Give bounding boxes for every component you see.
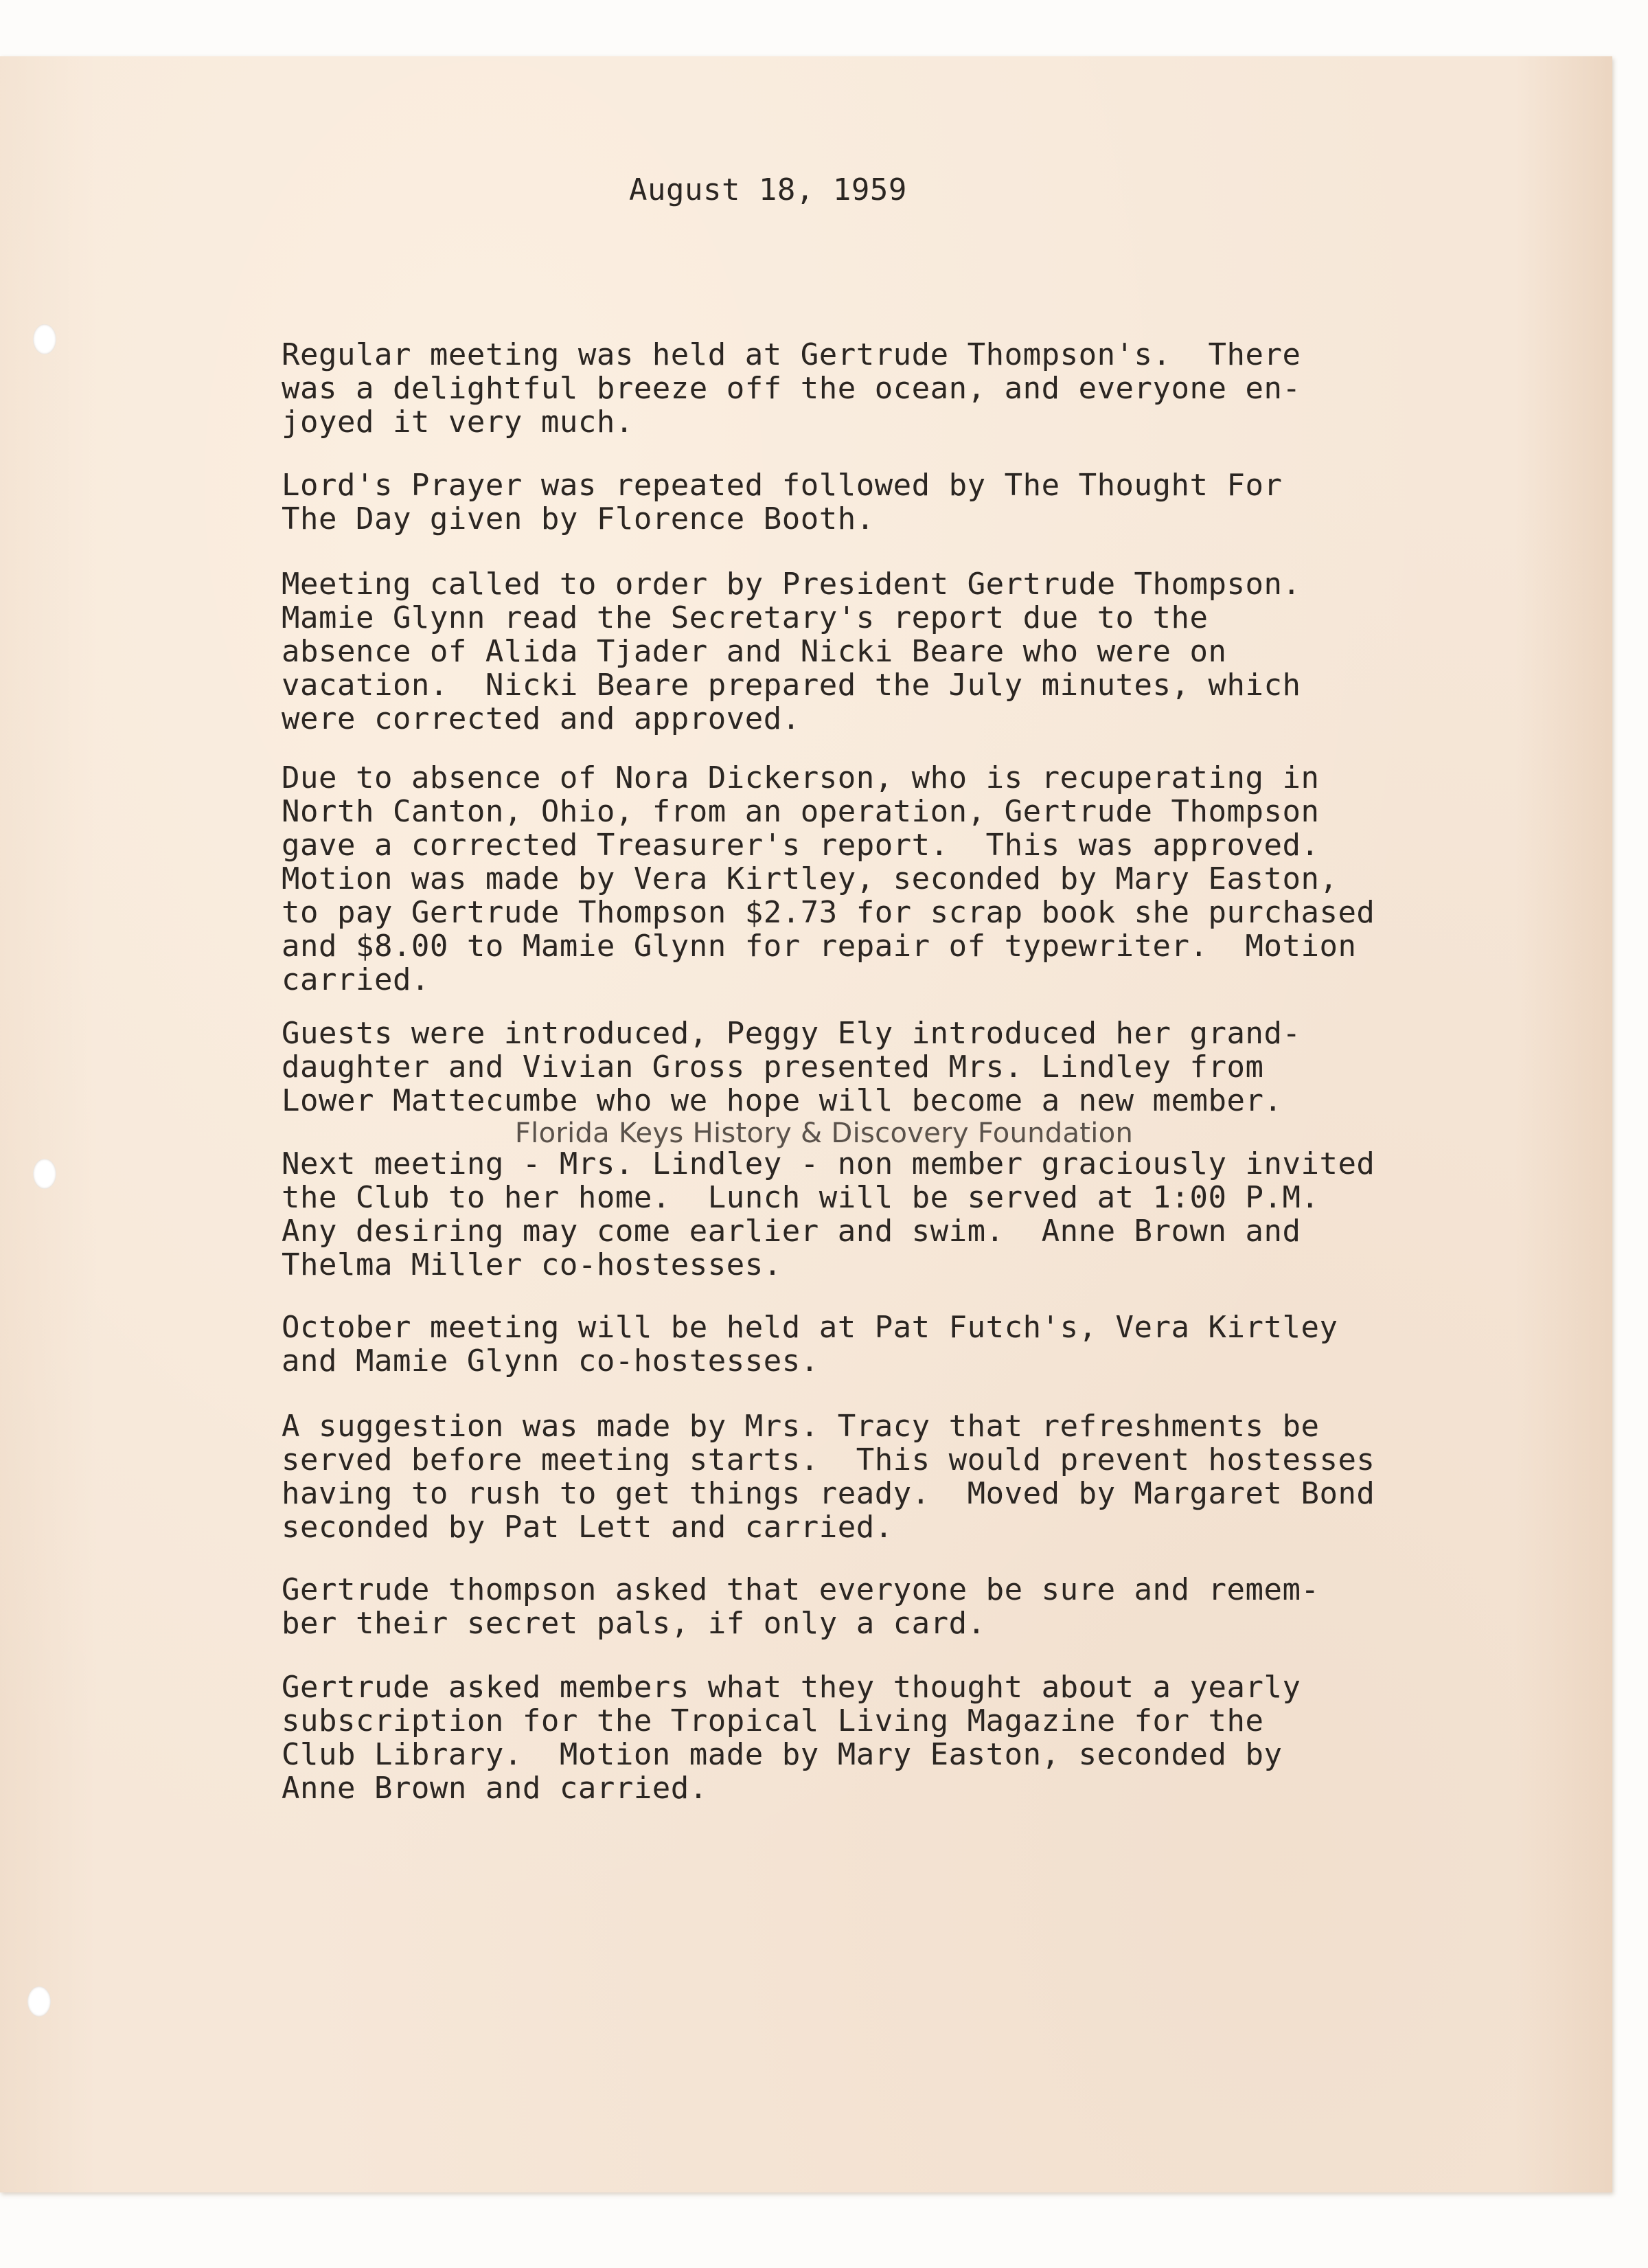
text-line: Motion was made by Vera Kirtley, seconded by Mary Easton,	[282, 861, 1338, 896]
text-line: carried.	[282, 962, 430, 997]
document-date: August 18, 1959	[629, 172, 907, 207]
text-line: were corrected and approved.	[282, 701, 801, 736]
text-line: North Canton, Ohio, from an operation, Gertrude Thompson	[282, 794, 1320, 829]
paragraph-magazine-subscription	[282, 1670, 1572, 1805]
paragraph-october-meeting	[282, 1311, 1572, 1378]
text-line: Lower Mattecumbe who we hope will become a new member.	[282, 1083, 1283, 1118]
paragraph-meeting-location	[282, 338, 1572, 439]
text-line: Guests were introduced, Peggy Ely introduced her grand-	[282, 1016, 1301, 1051]
text-line: gave a corrected Treasurer's report. This was approved.	[282, 828, 1320, 863]
text-line: Mamie Glynn read the Secretary's report due to the	[282, 600, 1209, 635]
text-line: Gertrude asked members what they thought about a yearly	[282, 1670, 1301, 1705]
paragraph-call-to-order	[282, 567, 1572, 736]
text-line: absence of Alida Tjader and Nicki Beare who were on	[282, 634, 1227, 669]
text-line: served before meeting starts. This would prevent hostesses	[282, 1442, 1375, 1477]
text-line: vacation. Nicki Beare prepared the July minutes, which	[282, 668, 1301, 703]
paragraph-treasurer-report	[282, 761, 1572, 997]
text-line: joyed it very much.	[282, 405, 634, 440]
paragraph-guests	[282, 1017, 1572, 1118]
text-line: October meeting will be held at Pat Futch's, Vera Kirtley	[282, 1310, 1338, 1345]
text-line: and Mamie Glynn co-hostesses.	[282, 1343, 819, 1379]
text-line: the Club to her home. Lunch will be served at 1:00 P.M.	[282, 1180, 1320, 1215]
paragraph-secret-pals	[282, 1573, 1572, 1640]
foundation-watermark: Florida Keys History & Discovery Foundation	[514, 1118, 1134, 1149]
text-line: Thelma Miller co-hostesses.	[282, 1247, 782, 1282]
text-line: Meeting called to order by President Gertrude Thompson.	[282, 567, 1301, 602]
text-line: Anne Brown and carried.	[282, 1771, 708, 1806]
text-line: Due to absence of Nora Dickerson, who is recuperating in	[282, 760, 1320, 795]
text-line: Next meeting - Mrs. Lindley - non member graciously invited	[282, 1146, 1375, 1181]
text-line: subscription for the Tropical Living Magazine for the	[282, 1703, 1264, 1738]
punch-hole	[33, 1159, 56, 1189]
text-line: ber their secret pals, if only a card.	[282, 1606, 986, 1641]
paragraph-refreshments	[282, 1409, 1572, 1544]
text-line: The Day given by Florence Booth.	[282, 501, 875, 536]
text-line: to pay Gertrude Thompson $2.73 for scrap book she purchased	[282, 895, 1375, 930]
text-line: Lord's Prayer was repeated followed by The Thought For	[282, 468, 1283, 503]
text-line: having to rush to get things ready. Moved by Margaret Bond	[282, 1476, 1375, 1511]
text-line: A suggestion was made by Mrs. Tracy that refreshments be	[282, 1409, 1320, 1444]
text-line: Gertrude thompson asked that everyone be sure and remem-	[282, 1572, 1320, 1607]
text-line: Club Library. Motion made by Mary Easton, seconded by	[282, 1737, 1283, 1772]
paragraph-prayer	[282, 468, 1572, 536]
text-line: seconded by Pat Lett and carried.	[282, 1510, 893, 1545]
text-line: Any desiring may come earlier and swim. Anne Brown and	[282, 1214, 1301, 1249]
punch-hole	[27, 1986, 51, 2017]
text-line: and $8.00 to Mamie Glynn for repair of typewriter. Motion	[282, 929, 1357, 964]
text-line: Regular meeting was held at Gertrude Thompson's. There	[282, 337, 1301, 372]
punch-hole	[33, 324, 56, 354]
text-line: daughter and Vivian Gross presented Mrs. Lindley from	[282, 1050, 1264, 1085]
paragraph-next-meeting	[282, 1147, 1572, 1282]
text-line: was a delightful breeze off the ocean, and everyone en-	[282, 371, 1301, 406]
